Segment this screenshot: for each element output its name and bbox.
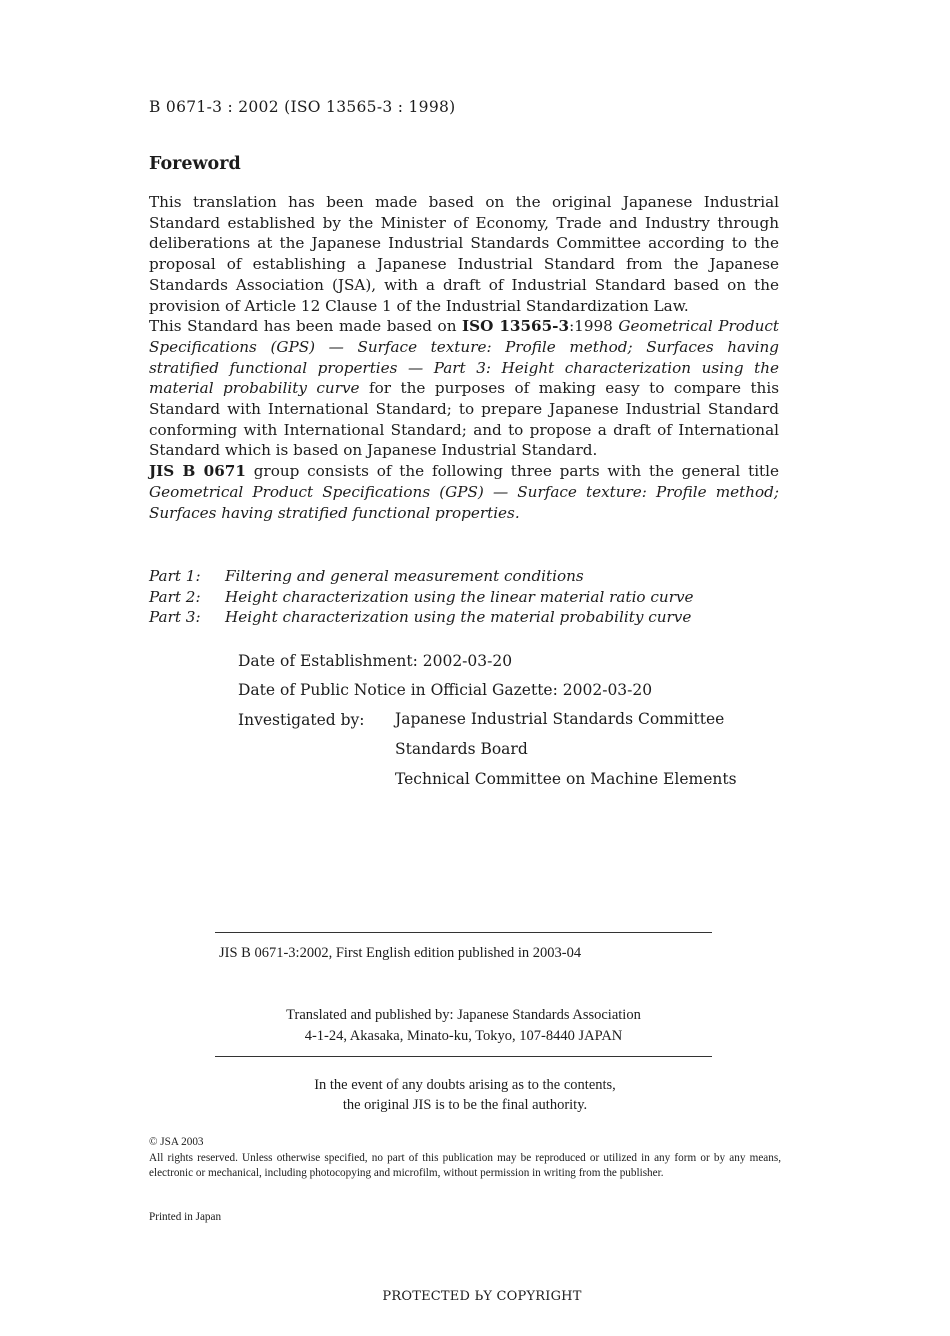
part-item: [149, 587, 694, 608]
publisher-line-1: Translated and published by: Japanese Standards Association: [286, 1007, 641, 1023]
investigated-by-3: Technical Committee on Machine Elements: [395, 770, 737, 788]
copyright-block: [149, 1135, 781, 1182]
iso-year: :1998: [569, 317, 619, 336]
authority-note: [215, 1075, 715, 1115]
bottom-divider: [215, 1056, 712, 1057]
foreword-body: [149, 192, 779, 523]
part-title: Height characterization using the linear material ratio curve: [225, 587, 694, 606]
foreword-paragraph-2: [149, 316, 779, 461]
edition-line: JIS B 0671-3:2002, First English edition published in 2003-04: [219, 945, 582, 961]
investigated-by-1: Japanese Industrial Standards Committee: [395, 710, 725, 728]
copyright-watermark: PROTECTED ЬY COPYRIGHT: [382, 1289, 582, 1304]
top-divider: [215, 932, 712, 933]
part-item: [149, 566, 694, 587]
foreword-paragraph-1: This translation has been made based on the original Japanese Industrial Standard established by the Minister of Economy, Trade and Industry through deliberations at the Japanese Industrial Standards Committee according to the proposal of establishing a Japanese Industrial Standard from the Japanese Standards Association (JSA), with a draft of Industrial Standard based on the provision of Article 12 Clause 1 of the Industrial Standardization Law.: [149, 193, 779, 315]
copyright-notice: All rights reserved. Unless otherwise specified, no part of this publication may be reproduced or utilized in any form or by any means, electronic or mechanical, including photocopying and microfilm, without permission in writing from the publisher.: [149, 1151, 781, 1179]
standard-number: B 0671-3 : 2002 (ISO 13565-3 : 1998): [149, 98, 456, 116]
investigated-label: Investigated by:: [238, 711, 365, 729]
foreword-paragraph-3: [149, 461, 779, 523]
part-item: [149, 607, 694, 628]
para2-suffix: for the purposes of making easy to compare this Standard with International Standard; to prepare Japanese Industrial Standard conforming with International Standard; and to propose a draft of International Standard which is based on Japanese Industrial Standard.: [149, 379, 779, 460]
general-title: Geometrical Product Specifications (GPS) — Surface texture: Profile method; Surfaces having stratified functional properties.: [149, 482, 779, 522]
authority-note-line-1: In the event of any doubts arising as to the contents,: [314, 1077, 616, 1093]
para2-prefix: This Standard has been made based on: [149, 317, 463, 336]
foreword-title: Foreword: [149, 154, 241, 174]
date-of-public-notice: Date of Public Notice in Official Gazette: 2002-03-20: [238, 681, 653, 699]
printed-in: Printed in Japan: [149, 1211, 222, 1223]
iso-title: Geometrical Product Specifications (GPS) — Surface texture: Profile method; Surfaces having stratified functional properties — Part 3: Height characterization using the material probability curve: [149, 317, 779, 398]
iso-reference: ISO 13565-3: [462, 317, 570, 336]
copyright-holder: © JSA 2003: [149, 1136, 204, 1148]
parts-list: [149, 566, 694, 628]
jis-reference: JIS B 0671: [149, 462, 246, 481]
para3-mid: group consists of the following three parts with the general title: [245, 462, 779, 481]
part-label: Part 3:: [149, 608, 201, 627]
date-of-establishment: Date of Establishment: 2002-03-20: [238, 652, 513, 670]
investigated-by-2: Standards Board: [395, 740, 528, 758]
authority-note-line-2: the original JIS is to be the final authority.: [342, 1097, 588, 1113]
part-label: Part 1:: [149, 567, 201, 585]
part-title: Filtering and general measurement conditions: [225, 567, 584, 585]
part-title: Height characterization using the material probability curve: [225, 608, 692, 627]
publisher-address: 4-1-24, Akasaka, Minato-ku, Tokyo, 107-8440 JAPAN: [304, 1028, 623, 1044]
part-label: Part 2:: [149, 587, 201, 606]
